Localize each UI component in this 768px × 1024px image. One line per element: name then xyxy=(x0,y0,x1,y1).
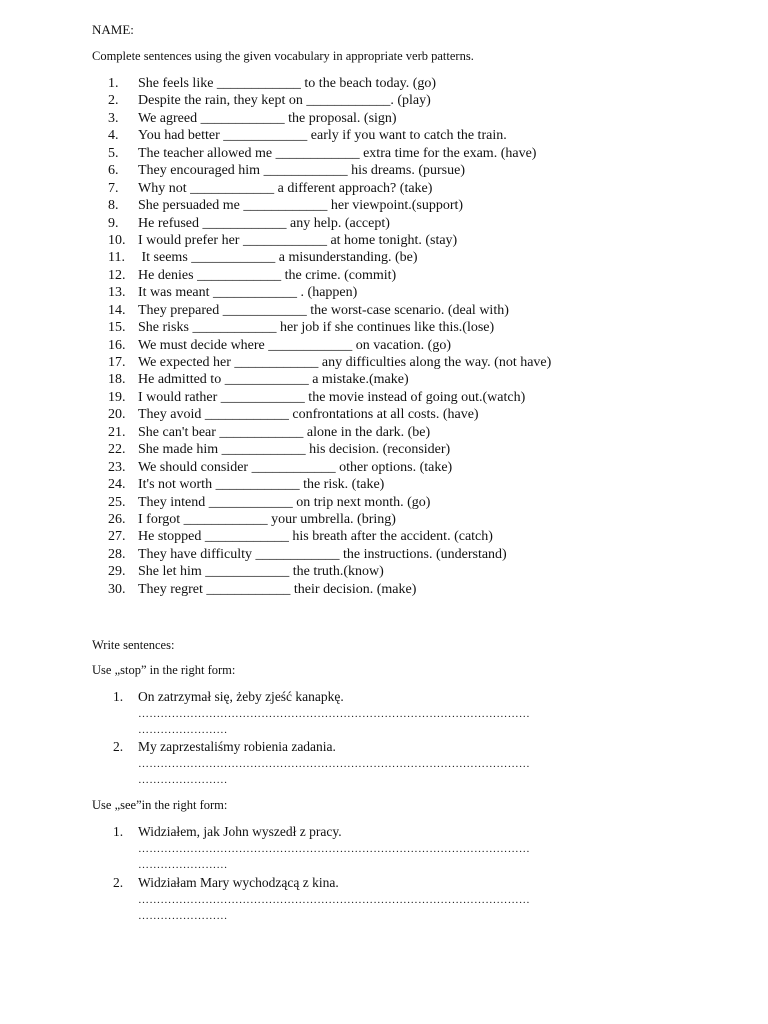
sentence-text: It was meant ____________ . (happen) xyxy=(138,285,358,301)
sentence-text: I forgot ____________ your umbrella. (bring) xyxy=(138,511,396,527)
sentence-text: We should consider ____________ other options. (take) xyxy=(138,459,453,475)
sentence-text: She feels like ____________ to the beach today. (go) xyxy=(138,76,437,91)
sentence-number: 15. xyxy=(108,320,126,336)
see-item-1-number: 1. xyxy=(113,824,124,839)
sentence-item xyxy=(108,494,551,511)
sentence-number: 18. xyxy=(108,372,126,388)
sentence-text: He refused ____________ any help. (accept) xyxy=(138,215,390,231)
sentence-item xyxy=(108,145,551,162)
stop-item-1-number: 1. xyxy=(113,689,124,704)
sentence-text: She can't bear ____________ alone in the dark. (be) xyxy=(138,424,431,440)
sentence-item xyxy=(108,581,551,598)
sentence-number: 8. xyxy=(108,198,119,214)
stop-item-2-number: 2. xyxy=(113,739,124,754)
sentence-number: 3. xyxy=(108,110,119,126)
sentence-number: 23. xyxy=(108,459,126,475)
sentence-item xyxy=(108,319,551,336)
sentence-item xyxy=(108,180,551,197)
sentence-number: 13. xyxy=(108,285,126,301)
see-heading: Use „see”in the right form: xyxy=(92,798,228,812)
answer-line-end: …………………… xyxy=(138,859,228,871)
sentence-number: 16. xyxy=(108,337,126,353)
sentence-number: 27. xyxy=(108,529,126,545)
stop-item-2-text: My zaprzestaliśmy robienia zadania. xyxy=(138,739,336,754)
write-sentences-title: Write sentences: xyxy=(92,638,175,652)
sentence-number: 19. xyxy=(108,389,126,405)
sentence-text: She let him ____________ the truth.(know) xyxy=(138,564,384,580)
sentence-text: He stopped ____________ his breath after the accident. (catch) xyxy=(138,529,493,545)
instructions: Complete sentences using the given vocabulary in appropriate verb patterns. xyxy=(92,49,474,63)
sentence-number: 22. xyxy=(108,442,126,458)
sentence-item xyxy=(108,476,551,493)
answer-line: …………………………………………………………………………………………… xyxy=(138,708,530,720)
sentence-item xyxy=(108,459,551,476)
sentence-item xyxy=(108,284,551,301)
sentence-number: 14. xyxy=(108,302,126,318)
sentence-item xyxy=(108,302,551,319)
sentence-text: They have difficulty ____________ the instructions. (understand) xyxy=(138,546,507,562)
sentence-item xyxy=(108,110,551,127)
answer-line-end: …………………… xyxy=(138,774,228,786)
sentence-text: She made him ____________ his decision. (reconsider) xyxy=(138,442,451,458)
sentence-text: It's not worth ____________ the risk. (take) xyxy=(138,477,385,493)
sentence-item xyxy=(108,406,551,423)
sentence-text: We must decide where ____________ on vacation. (go) xyxy=(138,337,452,353)
sentence-item xyxy=(108,249,551,266)
sentence-number: 24. xyxy=(108,477,126,493)
sentence-number: 7. xyxy=(108,180,119,196)
sentence-item xyxy=(108,267,551,284)
sentence-text: It seems ____________ a misunderstanding. (be) xyxy=(138,250,418,266)
sentence-text: They encouraged him ____________ his dreams. (pursue) xyxy=(138,163,465,179)
answer-line: …………………………………………………………………………………………… xyxy=(138,894,530,906)
sentence-item xyxy=(108,127,551,144)
sentence-text: She risks ____________ her job if she continues like this.(lose) xyxy=(138,320,495,336)
sentence-text: The teacher allowed me ____________ extra time for the exam. (have) xyxy=(138,145,537,161)
sentence-number: 5. xyxy=(108,145,119,161)
sentence-number: 21. xyxy=(108,424,126,440)
sentence-item xyxy=(108,441,551,458)
sentence-number: 17. xyxy=(108,355,126,370)
sentence-text: They intend ____________ on trip next month. (go) xyxy=(138,494,431,510)
sentence-number: 25. xyxy=(108,494,126,510)
sentence-number: 26. xyxy=(108,511,126,527)
sentence-list xyxy=(108,75,551,598)
sentence-item xyxy=(108,371,551,388)
sentence-item xyxy=(108,546,551,563)
sentence-text: We agreed ____________ the proposal. (sign) xyxy=(138,110,397,126)
answer-line: …………………………………………………………………………………………… xyxy=(138,758,530,770)
answer-line-end: …………………… xyxy=(138,724,228,736)
sentence-item xyxy=(108,215,551,232)
sentence-text: You had better ____________ early if you want to catch the train. xyxy=(138,128,507,144)
sentence-item xyxy=(108,232,551,249)
sentence-text: I would prefer her ____________ at home tonight. (stay) xyxy=(138,232,458,248)
sentence-item xyxy=(108,354,551,371)
sentence-number: 11. xyxy=(108,250,125,266)
stop-heading: Use „stop” in the right form: xyxy=(92,663,236,677)
see-item-1-text: Widziałem, jak John wyszedł z pracy. xyxy=(138,824,342,839)
sentence-number: 6. xyxy=(108,163,119,179)
sentence-text: She persuaded me ____________ her viewpoint.(support) xyxy=(138,198,464,214)
see-item-2-text: Widziałam Mary wychodzącą z kina. xyxy=(138,875,339,890)
sentence-item xyxy=(108,337,551,354)
sentence-number: 29. xyxy=(108,564,126,580)
name-label: NAME: xyxy=(92,22,134,37)
sentence-number: 4. xyxy=(108,128,119,144)
sentence-text: He denies ____________ the crime. (commit) xyxy=(138,267,397,283)
see-item-2-number: 2. xyxy=(113,875,124,890)
sentence-item xyxy=(108,92,551,109)
sentence-number: 12. xyxy=(108,267,126,283)
sentence-item xyxy=(108,75,551,92)
sentence-text: I would rather ____________ the movie instead of going out.(watch) xyxy=(138,389,526,405)
sentence-text: He admitted to ____________ a mistake.(make) xyxy=(138,372,409,388)
sentence-item xyxy=(108,511,551,528)
sentence-number: 2. xyxy=(108,93,119,109)
sentence-number: 9. xyxy=(108,215,119,231)
sentence-text: We expected her ____________ any difficulties along the way. (not have) xyxy=(138,355,552,370)
sentence-number: 10. xyxy=(108,232,126,248)
sentence-item xyxy=(108,197,551,214)
sentence-text: They prepared ____________ the worst-case scenario. (deal with) xyxy=(138,302,509,318)
sentence-item xyxy=(108,563,551,580)
sentence-item xyxy=(108,162,551,179)
sentence-text: They regret ____________ their decision. (make) xyxy=(138,581,417,597)
answer-line: …………………………………………………………………………………………… xyxy=(138,843,530,855)
sentence-number: 30. xyxy=(108,581,126,597)
sentence-number: 1. xyxy=(108,76,119,91)
stop-item-1-text: On zatrzymał się, żeby zjeść kanapkę. xyxy=(138,689,344,704)
sentence-number: 20. xyxy=(108,407,126,423)
sentence-text: Despite the rain, they kept on ____________. (play) xyxy=(138,93,431,109)
sentence-text: Why not ____________ a different approach? (take) xyxy=(138,180,433,196)
sentence-item xyxy=(108,424,551,441)
sentence-item xyxy=(108,389,551,406)
sentence-item xyxy=(108,528,551,545)
answer-line-end: …………………… xyxy=(138,910,228,922)
sentence-text: They avoid ____________ confrontations at all costs. (have) xyxy=(138,407,479,423)
sentence-number: 28. xyxy=(108,546,126,562)
